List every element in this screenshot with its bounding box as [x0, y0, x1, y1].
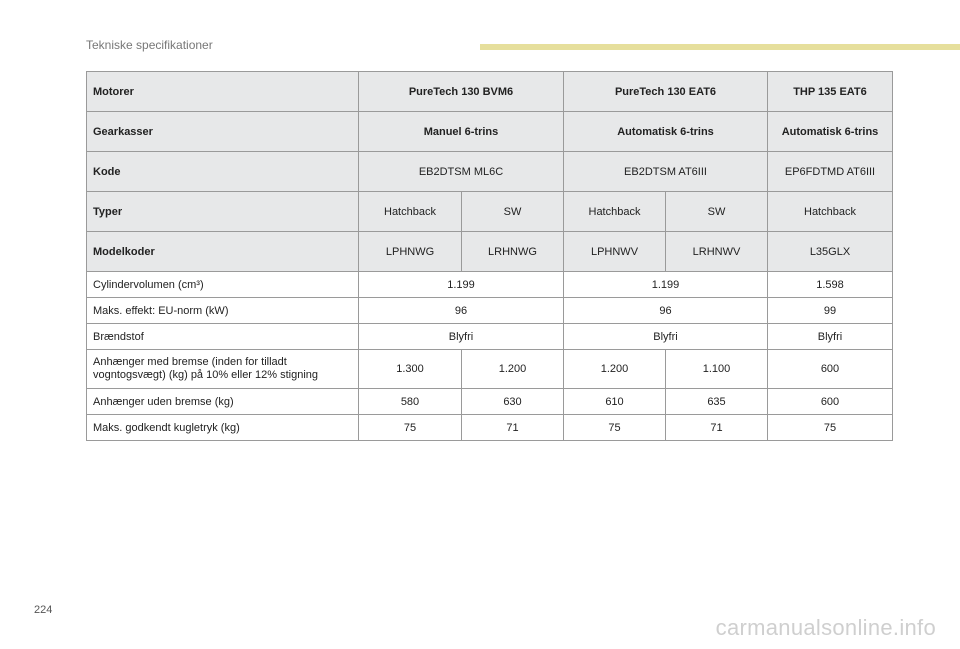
table-cell: Blyfri	[564, 324, 768, 350]
section-title: Tekniske specifikationer	[86, 38, 213, 52]
table-cell: 630	[462, 389, 564, 415]
table-cell: SW	[462, 192, 564, 232]
header-row	[87, 192, 893, 232]
table-cell: 600	[768, 350, 893, 389]
table-row	[87, 389, 893, 415]
table-cell: 1.200	[462, 350, 564, 389]
row-label: Anhænger med bremse (inden for tilladt vogntogsvægt) (kg) på 10% eller 12% stigning	[87, 350, 359, 389]
table-cell: EB2DTSM ML6C	[359, 152, 564, 192]
row-label: Typer	[87, 192, 359, 232]
table-cell: 75	[359, 415, 462, 441]
table-cell: Blyfri	[768, 324, 893, 350]
table-cell: Hatchback	[564, 192, 666, 232]
table-cell: Hatchback	[359, 192, 462, 232]
table-cell: LPHNWG	[359, 232, 462, 272]
row-label: Modelkoder	[87, 232, 359, 272]
table-cell: THP 135 EAT6	[768, 72, 893, 112]
table-cell: 635	[666, 389, 768, 415]
table-cell: 1.199	[359, 272, 564, 298]
row-label: Motorer	[87, 72, 359, 112]
header-row	[87, 72, 893, 112]
table-cell: Automatisk 6-trins	[768, 112, 893, 152]
row-label: Cylindervolumen (cm³)	[87, 272, 359, 298]
table-cell: 1.200	[564, 350, 666, 389]
table-cell: Blyfri	[359, 324, 564, 350]
section-accent-bar	[480, 44, 960, 50]
table-cell: Automatisk 6-trins	[564, 112, 768, 152]
table-cell: 75	[768, 415, 893, 441]
table-cell: 1.598	[768, 272, 893, 298]
table-cell: 71	[666, 415, 768, 441]
table-cell: 610	[564, 389, 666, 415]
header-row	[87, 112, 893, 152]
table-row	[87, 350, 893, 389]
row-label: Anhænger uden bremse (kg)	[87, 389, 359, 415]
table-cell: Manuel 6-trins	[359, 112, 564, 152]
table-cell: L35GLX	[768, 232, 893, 272]
watermark: carmanualsonline.info	[715, 615, 936, 640]
table-cell: Hatchback	[768, 192, 893, 232]
table-cell: 600	[768, 389, 893, 415]
table-cell: 96	[564, 298, 768, 324]
table-cell: LPHNWV	[564, 232, 666, 272]
header-row	[87, 232, 893, 272]
table-cell: 1.199	[564, 272, 768, 298]
row-label: Gearkasser	[87, 112, 359, 152]
table-row	[87, 415, 893, 441]
table-cell: 99	[768, 298, 893, 324]
row-label: Brændstof	[87, 324, 359, 350]
row-label: Maks. godkendt kugletryk (kg)	[87, 415, 359, 441]
table-cell: LRHNWV	[666, 232, 768, 272]
table-cell: 71	[462, 415, 564, 441]
row-label: Maks. effekt: EU-norm (kW)	[87, 298, 359, 324]
page-number: 224	[34, 604, 53, 616]
spec-table	[86, 71, 893, 441]
table-cell: 1.300	[359, 350, 462, 389]
table-cell: 1.100	[666, 350, 768, 389]
table-cell: EP6FDTMD AT6III	[768, 152, 893, 192]
table-row	[87, 298, 893, 324]
row-label: Kode	[87, 152, 359, 192]
table-cell: SW	[666, 192, 768, 232]
table-cell: LRHNWG	[462, 232, 564, 272]
header-row	[87, 152, 893, 192]
table-cell: 75	[564, 415, 666, 441]
table-row	[87, 324, 893, 350]
table-cell: PureTech 130 BVM6	[359, 72, 564, 112]
table-cell: PureTech 130 EAT6	[564, 72, 768, 112]
table-cell: 96	[359, 298, 564, 324]
table-cell: 580	[359, 389, 462, 415]
table-cell: EB2DTSM AT6III	[564, 152, 768, 192]
table-row	[87, 272, 893, 298]
